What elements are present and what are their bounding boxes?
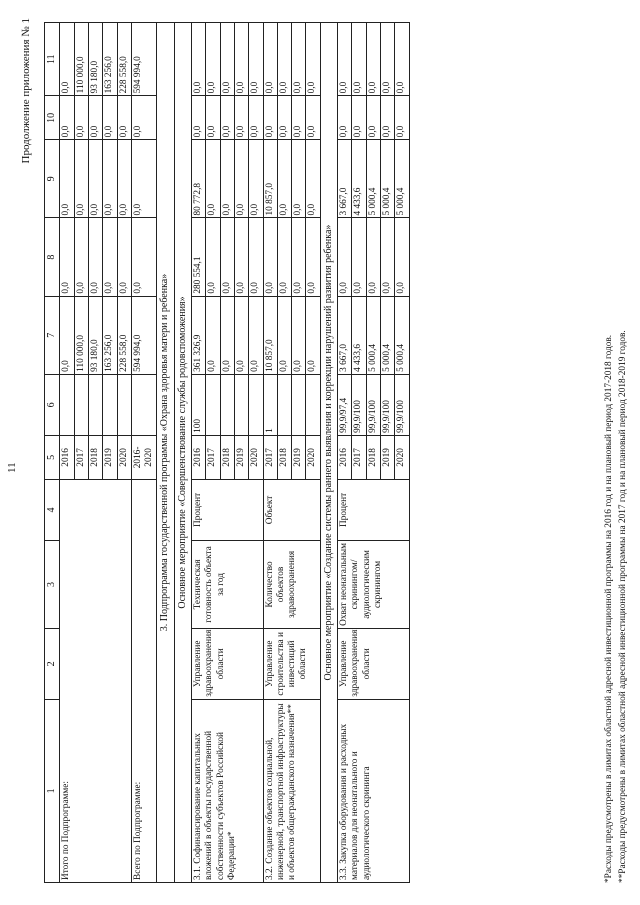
- year-cell: 2016: [338, 435, 352, 479]
- value-cell: 0,0: [277, 96, 291, 140]
- value-cell: 93 180,0: [88, 296, 102, 374]
- value-cell: 0,0: [306, 96, 320, 140]
- value-cell: 0,0: [103, 140, 117, 218]
- measure-name: 3.2. Создание объектов социальной, инженерной, транспортной инфраструктуры и объектов общегражданского назначения**: [263, 699, 320, 882]
- year-cell: 2019: [380, 435, 394, 479]
- value-cell: 0,0: [60, 23, 74, 96]
- value-cell: [292, 374, 306, 435]
- section-title-cell: 3. Подпрограмма государственной программы «Охрана здоровья матери и ребенка»: [157, 23, 174, 883]
- value-cell: 0,0: [277, 140, 291, 218]
- value-cell: [88, 374, 102, 435]
- value-cell: [131, 374, 157, 435]
- vsego-label: Всего по Подпрограмме:: [131, 479, 157, 882]
- value-cell: 4 433,6: [352, 140, 366, 218]
- value-cell: 228 558,0: [117, 296, 131, 374]
- value-cell: 3 667,0: [338, 140, 352, 218]
- value-cell: [117, 374, 131, 435]
- year-cell: 2017: [263, 435, 277, 479]
- value-cell: 0,0: [220, 23, 234, 96]
- value-cell: 93 180,0: [88, 23, 102, 96]
- table-body: [60, 23, 409, 883]
- r31-row: [191, 23, 205, 883]
- value-cell: 594 994,0: [131, 23, 157, 96]
- measure-name: 3.1. Софинансирование капитальных вложений в объекты государственной собственности субъектов Российской Федерации*: [191, 699, 263, 882]
- value-cell: 0,0: [366, 218, 380, 296]
- value-cell: 0,0: [234, 96, 248, 140]
- value-cell: 10 857,0: [263, 140, 277, 218]
- col-header: 7: [45, 296, 60, 374]
- value-cell: 0,0: [263, 96, 277, 140]
- value-cell: 0,0: [366, 23, 380, 96]
- value-cell: 0,0: [60, 96, 74, 140]
- year-cell: 2017: [74, 435, 88, 479]
- value-cell: 0,0: [88, 96, 102, 140]
- value-cell: 0,0: [74, 218, 88, 296]
- value-cell: 0,0: [338, 218, 352, 296]
- year-cell: 2016-2020: [131, 435, 157, 479]
- main-measure-title-cell: Основное мероприятие «Совершенствование службы родовспоможения»: [174, 23, 191, 883]
- value-cell: 0,0: [306, 218, 320, 296]
- value-cell: 80 772,8: [191, 140, 205, 218]
- value-cell: 0,0: [234, 296, 248, 374]
- value-cell: 0,0: [263, 23, 277, 96]
- value-cell: 0,0: [352, 96, 366, 140]
- value-cell: 0,0: [292, 96, 306, 140]
- value-cell: 280 554,1: [191, 218, 205, 296]
- value-cell: 0,0: [191, 96, 205, 140]
- value-cell: 0,0: [306, 23, 320, 96]
- value-cell: 0,0: [206, 218, 220, 296]
- value-cell: [249, 374, 263, 435]
- col-header: 9: [45, 140, 60, 218]
- col-header: 2: [45, 628, 60, 699]
- value-cell: 0,0: [338, 96, 352, 140]
- value-cell: 5 000,4: [366, 296, 380, 374]
- value-cell: 99,9/100: [352, 374, 366, 435]
- year-cell: 2019: [103, 435, 117, 479]
- value-cell: [220, 374, 234, 435]
- value-cell: 0,0: [249, 296, 263, 374]
- value-cell: 0,0: [249, 96, 263, 140]
- value-cell: [103, 374, 117, 435]
- value-cell: 0,0: [395, 218, 409, 296]
- value-cell: [306, 374, 320, 435]
- value-cell: 0,0: [277, 296, 291, 374]
- year-cell: 2019: [234, 435, 248, 479]
- value-cell: 0,0: [74, 96, 88, 140]
- section-title: [157, 23, 174, 883]
- value-cell: 5 000,4: [366, 140, 380, 218]
- executor-cell: Управление строительства и инвестиций области: [263, 628, 320, 699]
- vsego-row: [131, 23, 157, 883]
- value-cell: 0,0: [60, 296, 74, 374]
- year-cell: 2017: [352, 435, 366, 479]
- value-cell: 99,9/100: [380, 374, 394, 435]
- value-cell: 0,0: [206, 296, 220, 374]
- value-cell: 0,0: [103, 96, 117, 140]
- value-cell: 110 000,0: [74, 296, 88, 374]
- year-cell: 2016: [60, 435, 74, 479]
- value-cell: 0,0: [338, 23, 352, 96]
- value-cell: 228 558,0: [117, 23, 131, 96]
- col-header: 8: [45, 218, 60, 296]
- value-cell: 0,0: [131, 218, 157, 296]
- col-header: 1: [45, 699, 60, 882]
- value-cell: 110 000,0: [74, 23, 88, 96]
- main-measure-title: [320, 23, 337, 883]
- value-cell: 0,0: [292, 296, 306, 374]
- year-cell: 2020: [117, 435, 131, 479]
- value-cell: 0,0: [131, 140, 157, 218]
- value-cell: 0,0: [380, 96, 394, 140]
- value-cell: 0,0: [395, 23, 409, 96]
- year-cell: 2018: [277, 435, 291, 479]
- value-cell: 0,0: [191, 23, 205, 96]
- header-row: [45, 23, 60, 883]
- value-cell: 0,0: [220, 96, 234, 140]
- itogo-label: Итого по Подпрограмме:: [60, 479, 132, 882]
- year-cell: 2018: [366, 435, 380, 479]
- value-cell: 0,0: [395, 96, 409, 140]
- appendix-title: Продолжение приложения № 1: [20, 18, 32, 164]
- value-cell: 99,9/100: [366, 374, 380, 435]
- value-cell: 100: [191, 374, 205, 435]
- col-header: 6: [45, 374, 60, 435]
- itogo-row: [60, 23, 74, 883]
- value-cell: 0,0: [220, 218, 234, 296]
- value-cell: 0,0: [306, 140, 320, 218]
- value-cell: 0,0: [352, 218, 366, 296]
- value-cell: 0,0: [249, 218, 263, 296]
- year-cell: 2017: [206, 435, 220, 479]
- value-cell: 99,9/100: [395, 374, 409, 435]
- value-cell: 0,0: [277, 218, 291, 296]
- value-cell: 0,0: [234, 218, 248, 296]
- value-cell: 99,9/97,4: [338, 374, 352, 435]
- value-cell: 0,0: [88, 218, 102, 296]
- value-cell: 0,0: [60, 140, 74, 218]
- value-cell: 0,0: [292, 23, 306, 96]
- value-cell: 5 000,4: [380, 140, 394, 218]
- value-cell: 0,0: [234, 23, 248, 96]
- value-cell: 5 000,4: [395, 296, 409, 374]
- program-table: [44, 22, 410, 883]
- value-cell: 1: [263, 374, 277, 435]
- value-cell: 361 326,9: [191, 296, 205, 374]
- value-cell: 0,0: [292, 140, 306, 218]
- value-cell: 0,0: [117, 218, 131, 296]
- value-cell: 0,0: [117, 140, 131, 218]
- value-cell: 0,0: [249, 23, 263, 96]
- col-header: 11: [45, 23, 60, 96]
- value-cell: 0,0: [234, 140, 248, 218]
- footnote-1: *Расходы предусмотрены в лимитах областной адресной инвестиционной программы на 2016 год и на плановый период 2017-2018 годов.: [604, 334, 614, 883]
- value-cell: [206, 374, 220, 435]
- indicator-cell: Охват неонатальным скринингом/ аудиологическим скринингом: [338, 540, 410, 628]
- value-cell: 0,0: [249, 140, 263, 218]
- footnote-2: **Расходы предусмотрены в лимитах областной адресной инвестиционной программы на 2017 год и на плановый период 2018-2019 годов.: [618, 330, 628, 883]
- year-cell: 2020: [306, 435, 320, 479]
- page-number: 11: [6, 462, 18, 473]
- main-measure-title: [174, 23, 191, 883]
- year-cell: 2018: [88, 435, 102, 479]
- value-cell: 0,0: [88, 140, 102, 218]
- col-header: 10: [45, 96, 60, 140]
- value-cell: [234, 374, 248, 435]
- value-cell: 0,0: [292, 218, 306, 296]
- year-cell: 2016: [191, 435, 205, 479]
- measure-name: 3.3. Закупка оборудования и расходных материалов для неонатального и аудиологического скрининга: [338, 699, 410, 882]
- value-cell: 594 994,0: [131, 296, 157, 374]
- r32-row: [263, 23, 277, 883]
- col-header: 3: [45, 540, 60, 628]
- value-cell: 163 256,0: [103, 23, 117, 96]
- r33-row: [338, 23, 352, 883]
- value-cell: 0,0: [306, 296, 320, 374]
- col-header: 5: [45, 435, 60, 479]
- value-cell: 0,0: [131, 96, 157, 140]
- value-cell: 10 857,0: [263, 296, 277, 374]
- value-cell: 0,0: [60, 218, 74, 296]
- value-cell: 0,0: [117, 96, 131, 140]
- value-cell: 4 433,6: [352, 296, 366, 374]
- unit-cell: Процент: [338, 479, 410, 540]
- executor-cell: Управление здравоохранения области: [338, 628, 410, 699]
- value-cell: 0,0: [380, 218, 394, 296]
- value-cell: 0,0: [352, 23, 366, 96]
- value-cell: 163 256,0: [103, 296, 117, 374]
- value-cell: 0,0: [263, 218, 277, 296]
- value-cell: 0,0: [206, 23, 220, 96]
- value-cell: 0,0: [206, 140, 220, 218]
- year-cell: 2020: [395, 435, 409, 479]
- value-cell: 0,0: [206, 96, 220, 140]
- value-cell: 0,0: [103, 218, 117, 296]
- value-cell: 0,0: [220, 140, 234, 218]
- value-cell: [277, 374, 291, 435]
- value-cell: 0,0: [74, 140, 88, 218]
- main-measure-title-cell: Основное мероприятие «Создание системы раннего выявления и коррекции нарушений развития ребенка»: [320, 23, 337, 883]
- value-cell: 5 000,4: [380, 296, 394, 374]
- value-cell: [74, 374, 88, 435]
- value-cell: 0,0: [366, 96, 380, 140]
- value-cell: 0,0: [380, 23, 394, 96]
- value-cell: 3 667,0: [338, 296, 352, 374]
- indicator-cell: Техническая готовность объекта за год: [191, 540, 263, 628]
- value-cell: 0,0: [220, 296, 234, 374]
- indicator-cell: Количество объектов здравоохранения: [263, 540, 320, 628]
- executor-cell: Управление здравоохранения области: [191, 628, 263, 699]
- unit-cell: Объект: [263, 479, 320, 540]
- year-cell: 2018: [220, 435, 234, 479]
- col-header: 4: [45, 479, 60, 540]
- value-cell: [60, 374, 74, 435]
- year-cell: 2019: [292, 435, 306, 479]
- unit-cell: Процент: [191, 479, 263, 540]
- year-cell: 2020: [249, 435, 263, 479]
- value-cell: 0,0: [277, 23, 291, 96]
- value-cell: 5 000,4: [395, 140, 409, 218]
